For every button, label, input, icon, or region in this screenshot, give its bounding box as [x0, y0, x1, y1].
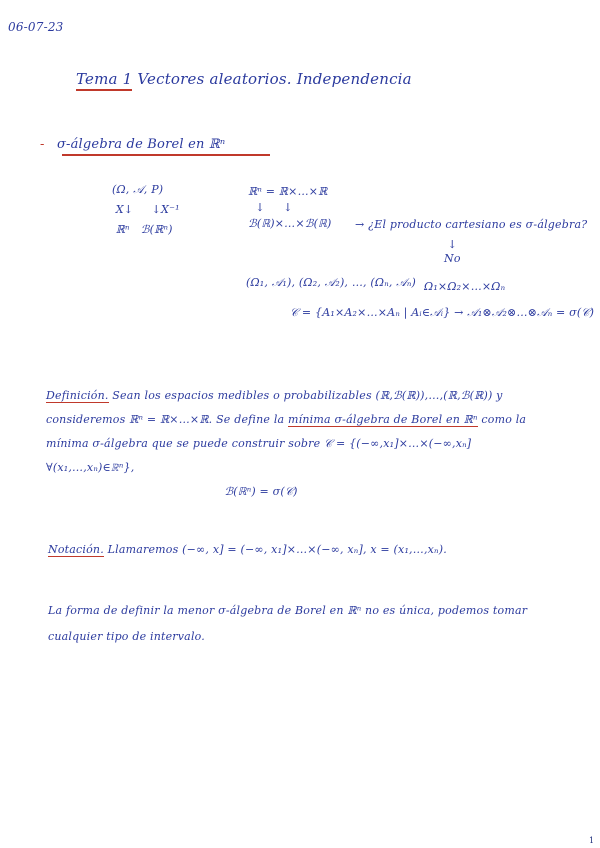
question-answer: ↓ No [444, 238, 461, 265]
page-title [76, 70, 412, 88]
section-heading [40, 137, 225, 152]
math-probability-space: (Ω, 𝒜, P) X↓ ↓X⁻¹ ℝⁿ ℬ(ℝⁿ) [112, 183, 180, 236]
definition-block [46, 384, 556, 504]
definition-highlight: mínima σ-álgebra de Borel en ℝⁿ [288, 413, 478, 426]
closing-paragraph: La forma de definir la menor σ-álgebra de Borel en ℝⁿ no es única, podemos tomar cualquier tipo de intervalo. [48, 604, 528, 643]
section-bullet: - [40, 137, 45, 152]
definition-label: Definición. [46, 389, 109, 402]
notation-text: Llamaremos (−∞, x] = (−∞, x₁]×…×(−∞, xₙ], x = (x₁,…,xₙ). [103, 543, 447, 556]
section-underline [62, 154, 270, 156]
notation-block [48, 543, 447, 556]
notation-label: Notación. [48, 543, 104, 556]
math-generated-sigma: 𝒞 = {A₁×A₂×…×Aₙ | Aᵢ∈𝒜ᵢ} → 𝒜₁⊗𝒜₂⊗…⊗𝒜ₙ = σ(𝒞) [290, 306, 595, 319]
math-measurable-spaces: (Ω₁, 𝒜₁), (Ω₂, 𝒜₂), …, (Ωₙ, 𝒜ₙ) [246, 276, 417, 289]
definition-formula: ℬ(ℝⁿ) = σ(𝒞) [224, 485, 298, 498]
page-number: 1 [589, 836, 595, 845]
math-product-space: ℝⁿ = ℝ×…×ℝ ↓ ↓ ℬ(ℝ)×…×ℬ(ℝ) [248, 185, 332, 230]
definition-text-2: como la mínima σ-álgebra que se puede construir sobre 𝒞 = {(−∞,x₁]×…×(−∞,xₙ] ∀(x₁,…,xₙ)∈ℝⁿ}, [46, 413, 527, 474]
date-stamp: 06-07-23 [8, 20, 64, 34]
title-text: Tema 1 Vectores aleatorios. Independencia [76, 70, 412, 88]
section-heading-text: σ-álgebra de Borel en ℝⁿ [56, 137, 226, 152]
question-text: → ¿El producto cartesiano es σ-álgebra? [355, 218, 588, 231]
definition-text-1: Sean los espacios medibles o probabilizables (ℝ,ℬ(ℝ)),…,(ℝ,ℬ(ℝ)) y consideremos ℝⁿ = ℝ×…×ℝ. Se define la [46, 389, 503, 426]
math-cartesian-product: Ω₁×Ω₂×…×Ωₙ [424, 280, 506, 293]
title-underline [76, 89, 132, 91]
